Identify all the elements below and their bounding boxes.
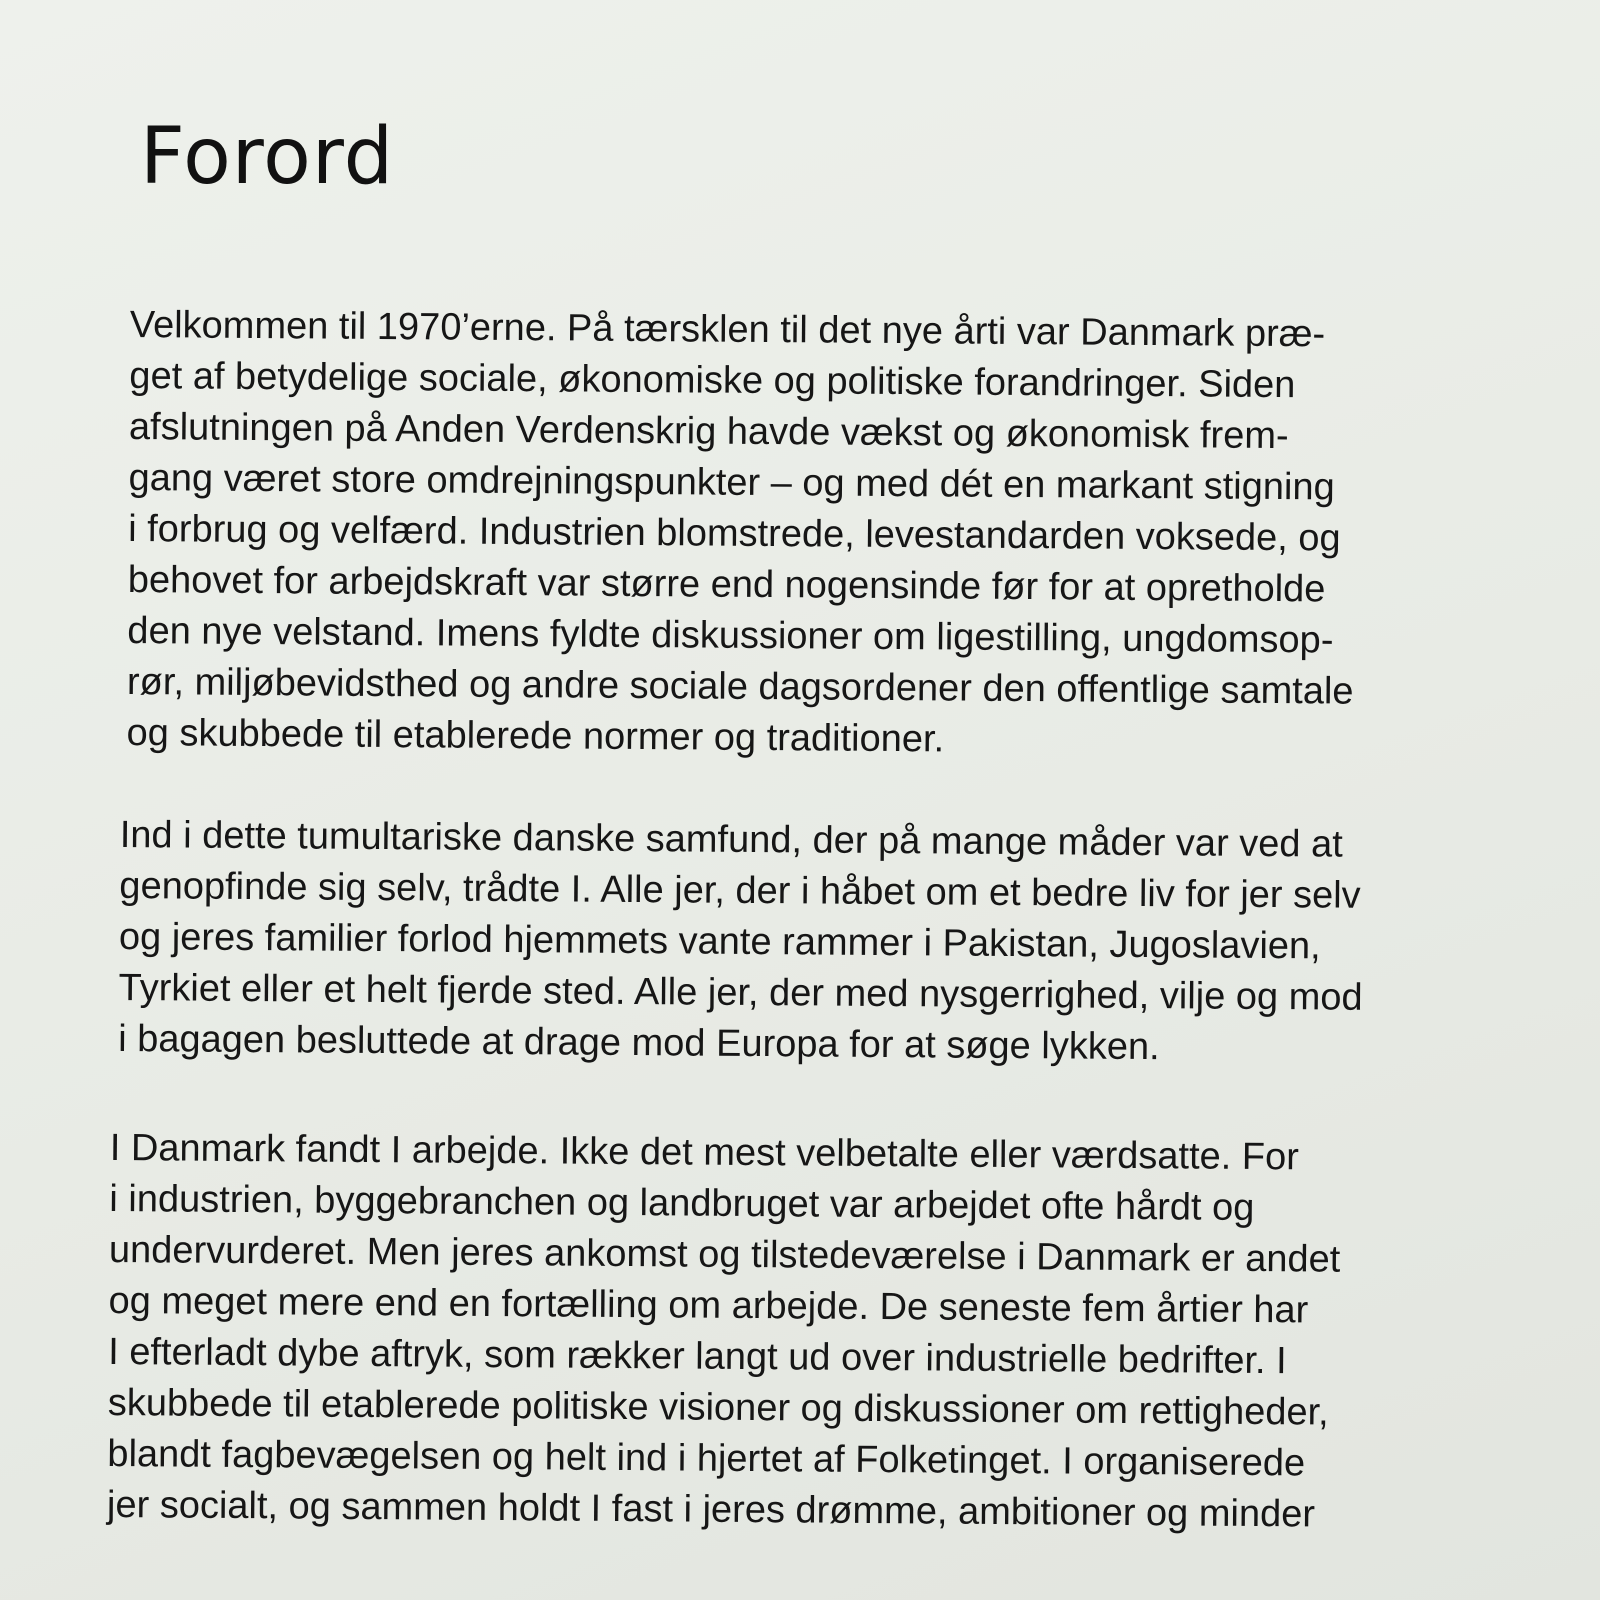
text-line: behovet for arbejdskraft var større end nogensinde før for at opretholde xyxy=(127,558,1326,611)
text-line: skubbede til etablerede politiske visioner og diskussioner om rettigheder, xyxy=(107,1381,1329,1434)
text-line: i bagagen besluttede at drage mod Europa for at søge lykken. xyxy=(118,1017,1160,1069)
text-line: Ind i dette tumultariske danske samfund, der på mange måder var ved at xyxy=(119,813,1343,866)
paragraph-1 xyxy=(126,300,1356,769)
text-line: get af betydelige sociale, økonomiske og politiske forandringer. Siden xyxy=(129,354,1296,407)
text-line: gang været store omdrejningspunkter – og med dét en markant stigning xyxy=(128,456,1335,509)
text-line: Tyrkiet eller et helt fjerde sted. Alle jer, der med nysgerrighed, vilje og mod xyxy=(118,966,1363,1019)
text-line: i industrien, byggebranchen og landbruget var arbejdet ofte hårdt og xyxy=(109,1177,1255,1229)
text-line: blandt fagbevægelsen og helt ind i hjertet af Folketinget. I organiserede xyxy=(107,1432,1306,1485)
paragraph-3 xyxy=(107,1123,1342,1541)
text-line: og meget mere end en fortælling om arbejde. De seneste fem årtier har xyxy=(108,1279,1309,1332)
text-line: I Danmark fandt I arbejde. Ikke det mest velbetalte eller værdsatte. For xyxy=(109,1126,1300,1179)
text-line: rør, miljøbevidsthed og andre sociale dagsordener den offentlige samtale xyxy=(126,660,1354,713)
text-line: og skubbede til etablerede normer og traditioner. xyxy=(126,711,945,761)
text-line: afslutningen på Anden Verdenskrig havde vækst og økonomisk frem- xyxy=(128,405,1289,458)
text-line: jer socialt, og sammen holdt I fast i jeres drømme, ambitioner og minder xyxy=(106,1483,1316,1536)
text-line: i forbrug og velfærd. Industrien blomstrede, levestandarden voksede, og xyxy=(128,507,1341,560)
text-line: I efterladt dybe aftryk, som rækker langt ud over industrielle bedrifter. I xyxy=(108,1330,1287,1383)
text-line: genopfinde sig selv, trådte I. Alle jer, der i håbet om et bedre liv for jer selv xyxy=(119,864,1361,917)
text-line: undervurderet. Men jeres ankomst og tilstedeværelse i Danmark er andet xyxy=(108,1228,1341,1281)
paragraph-2 xyxy=(118,810,1364,1075)
text-line: den nye velstand. Imens fyldte diskussioner om ligestilling, ungdomsop- xyxy=(127,609,1334,662)
text-line: Velkommen til 1970’erne. På tærsklen til det nye årti var Danmark præ- xyxy=(129,303,1326,356)
text-line: og jeres familier forlod hjemmets vante rammer i Pakistan, Jugoslavien, xyxy=(118,915,1321,968)
page-title: Forord xyxy=(140,112,395,202)
